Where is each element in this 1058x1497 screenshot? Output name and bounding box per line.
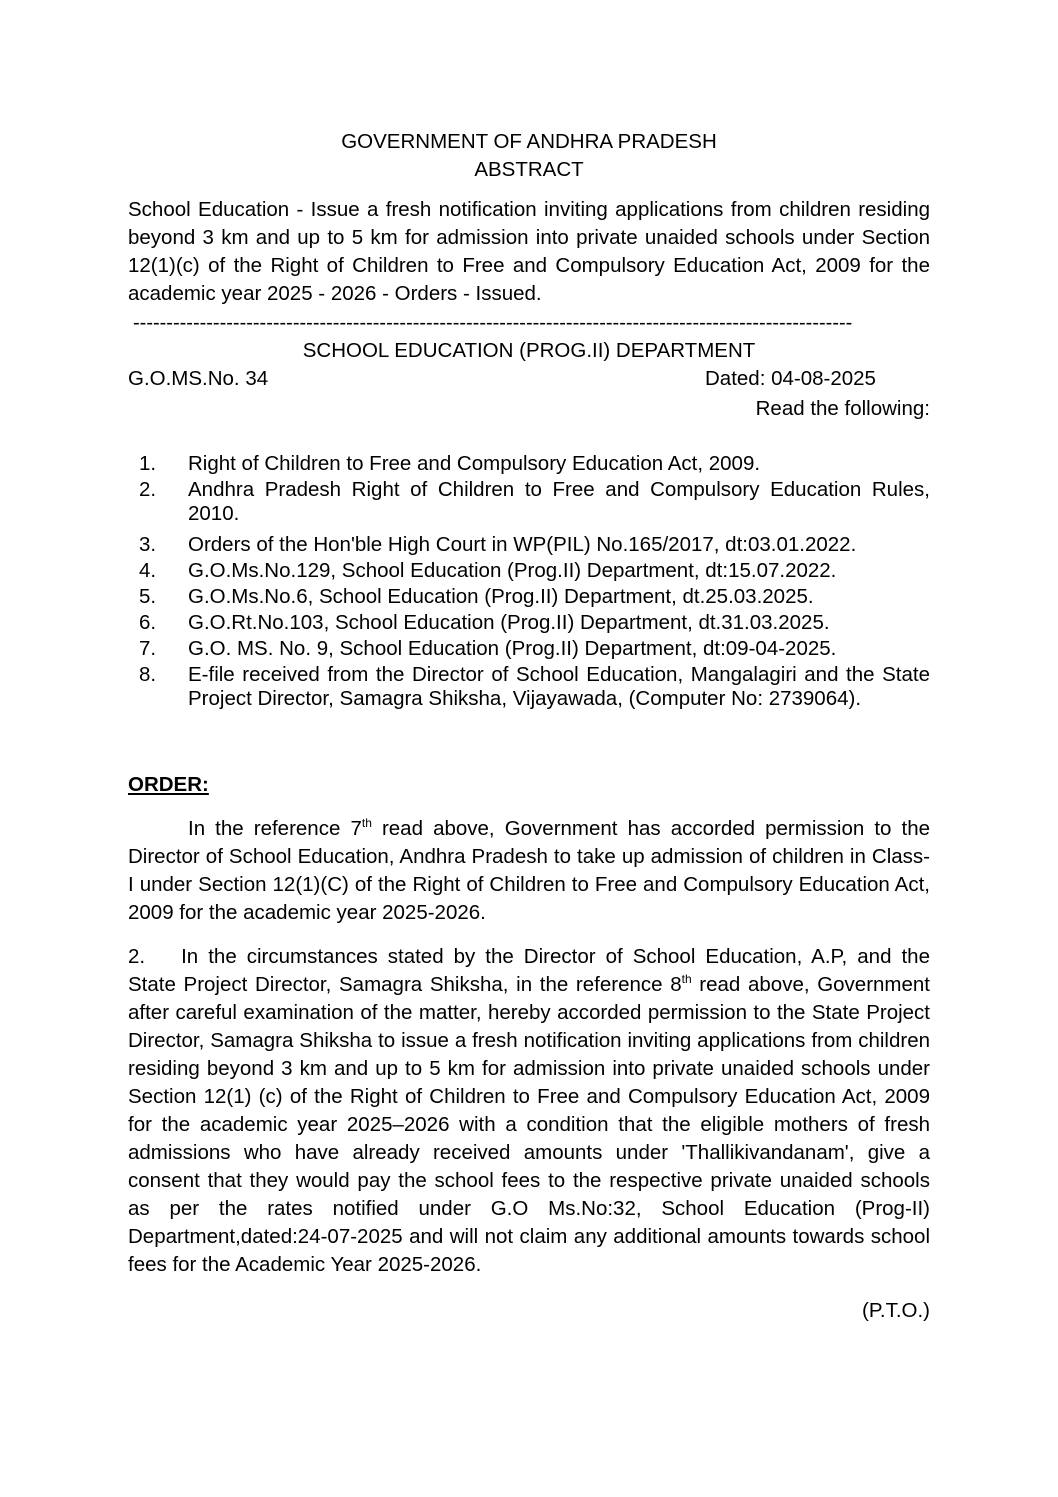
reference-number: 2.	[139, 478, 157, 501]
reference-text: Orders of the Hon'ble High Court in WP(PIL) No.165/2017, dt:03.01.2022.	[188, 533, 857, 556]
reference-text: Right of Children to Free and Compulsory Education Act, 2009.	[188, 452, 761, 475]
reference-number: 1.	[139, 452, 157, 475]
para2-text-rest: read above, Government after careful examination of the matter, hereby accorded permission to the State Project Director, Samagra Shiksha to issue a fresh notification inviting applications from children residing beyond 3 km and up to 5 km for admission into private unaided schools under Section 12(1) (c) of the Right of Children to Free and Compulsory Education Act, 2009 for the academic year 2025–2026 with a condition that the eligible mothers of fresh admissions who have already received amounts under 'Thallikivandanam', give a consent that they would pay the school fees to the respective private unaided schools as per the rates notified under G.O Ms.No:32, School Education (Prog-II) Department,dated:24-07-2025 and will not claim any additional amounts towards school fees for the Academic Year 2025-2026.	[128, 973, 931, 1276]
department-name: SCHOOL EDUCATION (PROG.II) DEPARTMENT	[302, 339, 756, 362]
subject-paragraph: School Education - Issue a fresh notification inviting applications from children residing beyond 3 km and up to 5 km for admission into private unaided schools under Section 12(1)(c) of the Right of Children to Free and Compulsory Education Act, 2009 for the academic year 2025 - 2026 - Orders - Issued.	[128, 198, 930, 305]
reference-number: 5.	[139, 585, 157, 608]
reference-item	[128, 637, 930, 661]
para2-superscript: th	[681, 972, 692, 987]
reference-number: 3.	[139, 533, 157, 556]
order-paragraph-2	[128, 943, 930, 1279]
pto-note: (P.T.O.)	[862, 1299, 930, 1322]
reference-number: 7.	[139, 637, 157, 660]
para2-number: 2.	[128, 945, 146, 968]
reference-text: G.O. MS. No. 9, School Education (Prog.II) Department, dt:09-04-2025.	[188, 637, 837, 660]
reference-number: 6.	[139, 611, 157, 634]
government-title: GOVERNMENT OF ANDHRA PRADESH	[341, 130, 717, 153]
reference-item	[128, 585, 930, 609]
read-following: Read the following:	[755, 397, 930, 420]
para1-text-rest: read above, Government has accorded permission to the Director of School Education, Andhra Pradesh to take up admission of children in Class-I under Section 12(1)(C) of the Right of Children to Free and Compulsory Education Act, 2009 for the academic year 2025-2026.	[128, 817, 931, 924]
para2-text-start: In the circumstances stated by the Director of School Education, A.P, and the State Project Director, Samagra Shiksha, in the reference 8	[128, 945, 930, 996]
reference-number: 4.	[139, 559, 157, 582]
reference-item	[128, 559, 930, 583]
reference-text: E-file received from the Director of School Education, Mangalagiri and the State Project Director, Samagra Shiksha, Vijayawada, (Computer No: 2739064).	[188, 663, 930, 710]
para1-text-start: In the reference 7	[188, 817, 362, 840]
reference-text: G.O.Ms.No.129, School Education (Prog.II) Department, dt:15.07.2022.	[188, 559, 837, 582]
dated-line: Dated: 04-08-2025	[705, 367, 876, 390]
reference-item	[128, 478, 930, 526]
reference-item	[128, 663, 930, 711]
para1-superscript: th	[361, 816, 372, 831]
reference-item	[128, 533, 930, 557]
order-heading: ORDER:	[128, 773, 209, 796]
reference-text: G.O.Rt.No.103, School Education (Prog.II) Department, dt.31.03.2025.	[188, 611, 830, 634]
abstract-heading: ABSTRACT	[474, 158, 584, 181]
order-paragraph-1	[128, 815, 930, 927]
separator-line: ------------------------------------------------------------------------------------------------------------	[133, 312, 853, 334]
reference-text: G.O.Ms.No.6, School Education (Prog.II) Department, dt.25.03.2025.	[188, 585, 814, 608]
reference-text: Andhra Pradesh Right of Children to Free and Compulsory Education Rules, 2010.	[188, 478, 930, 525]
go-number: G.O.MS.No. 34	[128, 367, 269, 390]
reference-number: 8.	[139, 663, 157, 686]
reference-item	[128, 452, 930, 476]
references-list	[128, 452, 930, 713]
reference-item	[128, 611, 930, 635]
